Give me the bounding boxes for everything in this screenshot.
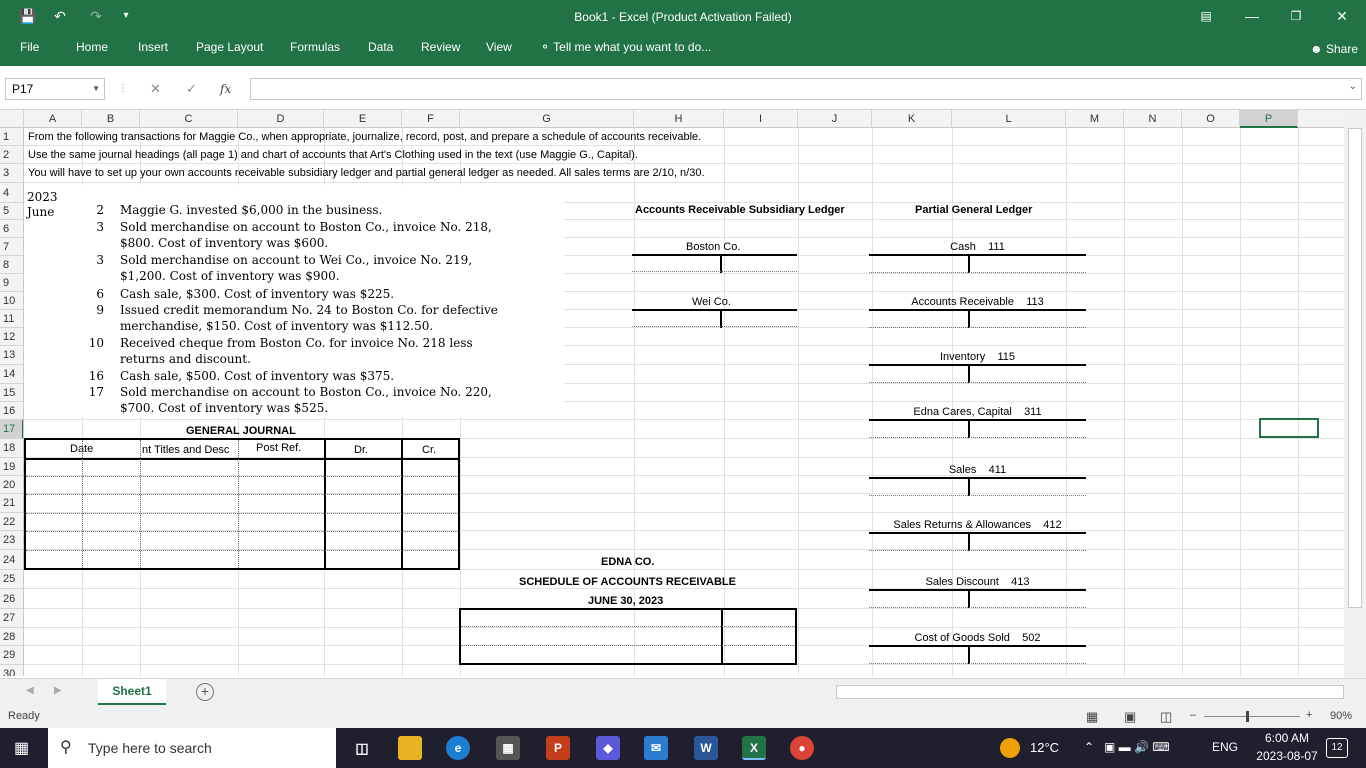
ribbon-display-icon[interactable]: ▤ xyxy=(1200,9,1212,23)
schedule-row-line xyxy=(461,626,795,627)
transaction-day: 6 xyxy=(96,287,104,301)
row-header-24[interactable]: 24 xyxy=(0,550,24,570)
spacer xyxy=(1012,406,1024,418)
gl-account-name: Sales Discount xyxy=(925,576,999,588)
windows-taskbar xyxy=(0,728,1366,768)
transaction-text: merchandise, $150. Cost of inventory was $112.50. xyxy=(120,319,434,333)
row-header-6[interactable]: 6 xyxy=(0,220,24,238)
gridline xyxy=(1298,128,1299,676)
instruction-line-1[interactable]: From the following transactions for Maggie Co., when appropriate, journalize, record, post, and prepare a schedule of accounts receivable. xyxy=(28,131,702,143)
t-account-dotted xyxy=(869,437,1086,438)
t-account-dotted xyxy=(869,382,1086,383)
row-header-18[interactable]: 18 xyxy=(0,439,24,458)
journal-header-line xyxy=(24,458,460,460)
transaction-text: Sold merchandise on account to Boston Co., invoice No. 220, xyxy=(120,385,492,399)
journal-col-line xyxy=(238,440,239,568)
spacer xyxy=(985,351,997,363)
t-account-line xyxy=(869,532,1086,534)
column-header-a[interactable]: A xyxy=(24,110,82,128)
gridline xyxy=(24,182,1344,183)
t-account-dotted xyxy=(869,272,1086,273)
t-account-line xyxy=(869,309,1086,311)
gl-account-name: Cash xyxy=(950,241,976,253)
schedule-divider xyxy=(721,608,723,665)
tab-file[interactable]: File xyxy=(20,40,40,54)
close-icon[interactable]: ✕ xyxy=(1336,8,1348,24)
spacer xyxy=(976,464,988,476)
tab-page-layout[interactable]: Page Layout xyxy=(196,40,264,54)
schedule-table xyxy=(459,608,797,665)
row-header-27[interactable]: 27 xyxy=(0,609,24,628)
column-headers xyxy=(0,110,1366,128)
chevron-down-icon[interactable]: ▼ xyxy=(92,84,100,93)
row-header-14[interactable]: 14 xyxy=(0,365,24,384)
normal-view-icon[interactable]: ▦ xyxy=(1086,709,1099,724)
transaction-day: 10 xyxy=(88,336,104,350)
tab-insert[interactable]: Insert xyxy=(138,40,169,54)
transaction-text: Issued credit memorandum No. 24 to Boston Co. for defective xyxy=(120,303,498,317)
zoom-slider[interactable] xyxy=(1204,716,1300,717)
tab-data[interactable]: Data xyxy=(368,40,394,54)
t-account-dotted xyxy=(869,327,1086,328)
row-header-1[interactable]: 1 xyxy=(0,128,24,146)
instruction-line-2[interactable]: Use the same journal headings (all page 1) and chart of accounts that Art's Clothing used in the text (use Maggie G., Capital). xyxy=(28,149,638,161)
t-account-dotted xyxy=(632,271,797,272)
transactions-year: 2023 xyxy=(27,190,58,204)
transaction-text: Cash sale, $300. Cost of inventory was $225. xyxy=(120,287,395,301)
gl-account-name: Sales Returns & Allowances xyxy=(893,519,1031,531)
tab-formulas[interactable]: Formulas xyxy=(290,40,341,54)
gridline xyxy=(1066,128,1067,676)
sheet-tab-bar xyxy=(0,678,1366,706)
t-account-line xyxy=(869,589,1086,591)
gridline xyxy=(1240,128,1241,676)
row-header-22[interactable]: 22 xyxy=(0,513,24,531)
formula-input[interactable] xyxy=(250,78,1362,100)
column-header-e[interactable]: E xyxy=(324,110,402,128)
task-view-icon[interactable]: ◫ xyxy=(355,740,369,756)
schedule-company: EDNA CO. xyxy=(601,556,655,568)
horizontal-scrollbar[interactable] xyxy=(836,685,1344,699)
journal-row-line xyxy=(26,494,458,495)
add-sheet-icon[interactable]: + xyxy=(196,683,214,701)
gl-account-number: 113 xyxy=(1026,296,1044,308)
notification-icon[interactable]: 12 xyxy=(1326,738,1348,758)
share-label: Share xyxy=(1325,42,1358,56)
column-header-i[interactable]: I xyxy=(724,110,798,128)
spacer xyxy=(976,241,988,253)
name-box[interactable] xyxy=(5,78,105,100)
title-bar xyxy=(0,0,1366,34)
copilot-icon[interactable]: ◆ xyxy=(596,736,620,760)
t-account-dotted xyxy=(869,663,1086,664)
transaction-text: Cash sale, $500. Cost of inventory was $375. xyxy=(120,369,395,383)
journal-col-line xyxy=(82,440,83,568)
row-header-21[interactable]: 21 xyxy=(0,494,24,513)
transaction-text: $700. Cost of inventory was $525. xyxy=(120,401,329,415)
ar-ledger-title: Accounts Receivable Subsidiary Ledger xyxy=(635,204,845,216)
restore-icon[interactable]: ❐ xyxy=(1290,9,1302,23)
transaction-text: Sold merchandise on account to Wei Co., invoice No. 219, xyxy=(120,253,473,267)
gl-account-name: Sales xyxy=(948,464,977,476)
gl-account-number: 111 xyxy=(988,241,1005,253)
row-header-29[interactable]: 29 xyxy=(0,646,24,665)
transaction-day: 17 xyxy=(88,385,104,399)
share-button[interactable] xyxy=(1310,38,1358,60)
t-account-line xyxy=(632,309,797,311)
schedule-date: JUNE 30, 2023 xyxy=(588,595,664,607)
ar-account-wei: Wei Co. xyxy=(692,296,731,308)
tray-icons[interactable]: ▣ ▬ 🔊 ⌨ xyxy=(1104,740,1170,754)
windows-start-icon[interactable]: ▦ xyxy=(14,740,30,757)
t-account-stem xyxy=(968,420,970,438)
spacer xyxy=(999,576,1011,588)
language-indicator[interactable]: ENG xyxy=(1212,740,1239,754)
window-title: Book1 - Excel (Product Activation Failed) xyxy=(574,10,792,24)
t-account-line xyxy=(632,254,797,256)
row-header-17[interactable]: 17 xyxy=(0,420,24,439)
row-header-20[interactable]: 20 xyxy=(0,476,24,494)
gridline xyxy=(872,128,873,676)
powerpoint-icon[interactable]: P xyxy=(546,736,570,760)
schedule-title: SCHEDULE OF ACCOUNTS RECEIVABLE xyxy=(519,576,736,588)
person-icon: ☻ xyxy=(1310,42,1326,56)
t-account-line xyxy=(869,419,1086,421)
column-header-d[interactable]: D xyxy=(238,110,324,128)
lightbulb-icon: ⚬ xyxy=(540,40,554,54)
row-header-13[interactable]: 13 xyxy=(0,346,24,365)
row-header-7[interactable]: 7 xyxy=(0,238,24,256)
t-account-dotted xyxy=(632,326,797,327)
t-account-stem xyxy=(968,533,970,551)
journal-row-line xyxy=(26,550,458,551)
spacer xyxy=(1031,519,1043,531)
row-headers xyxy=(0,128,24,676)
transaction-day: 3 xyxy=(96,220,104,234)
more-icon: ⋮ xyxy=(118,83,128,94)
column-header-b[interactable]: B xyxy=(82,110,140,128)
journal-header-date: Date xyxy=(70,443,94,455)
row-header-12[interactable]: 12 xyxy=(0,328,24,346)
t-account-line xyxy=(869,645,1086,647)
row-header-9[interactable]: 9 xyxy=(0,274,24,292)
zoom-level[interactable]: 90% xyxy=(1330,710,1353,722)
row-header-2[interactable]: 2 xyxy=(0,146,24,164)
journal-row-line xyxy=(26,513,458,514)
zoom-slider-thumb[interactable] xyxy=(1246,711,1249,722)
transaction-text: Received cheque from Boston Co. for invoice No. 218 less xyxy=(120,336,473,350)
row-header-10[interactable]: 10 xyxy=(0,292,24,310)
column-header-f[interactable]: F xyxy=(402,110,460,128)
row-header-11[interactable]: 11 xyxy=(0,310,24,328)
journal-col-line xyxy=(140,440,141,568)
page-layout-view-icon[interactable]: ▣ xyxy=(1124,709,1137,724)
column-header-n[interactable]: N xyxy=(1124,110,1182,128)
journal-header-post-ref: Post Ref. xyxy=(256,442,302,454)
gl-account-name: Edna Cares, Capital xyxy=(913,406,1012,418)
search-icon: ⚲ xyxy=(60,739,72,756)
transaction-text: $800. Cost of inventory was $600. xyxy=(120,236,329,250)
cancel-icon[interactable]: ✕ xyxy=(150,81,161,96)
selected-cell-p17[interactable] xyxy=(1259,418,1319,438)
t-account-line xyxy=(869,254,1086,256)
spacer xyxy=(1014,296,1026,308)
row-header-16[interactable]: 16 xyxy=(0,402,24,420)
column-header-o[interactable]: O xyxy=(1182,110,1240,128)
t-account-stem xyxy=(968,478,970,496)
column-header-c[interactable]: C xyxy=(140,110,238,128)
transaction-text: Sold merchandise on account to Boston Co., invoice No. 218, xyxy=(120,220,492,234)
edge-icon[interactable]: e xyxy=(446,736,470,760)
transactions-month: June xyxy=(27,205,55,219)
t-account-line xyxy=(869,364,1086,366)
instruction-line-3[interactable]: You will have to set up your own accounts receivable subsidiary ledger and partial general ledger as needed. All sales terms are 2/10, n/30. xyxy=(28,167,705,179)
name-box-value: P17 xyxy=(12,82,34,96)
chrome-icon[interactable]: ● xyxy=(790,736,814,760)
gl-account-name: Cost of Goods Sold xyxy=(914,632,1010,644)
row-header-28[interactable]: 28 xyxy=(0,628,24,646)
save-icon[interactable]: 💾 xyxy=(19,8,37,24)
gl-title: Partial General Ledger xyxy=(915,204,1033,216)
row-header-15[interactable]: 15 xyxy=(0,384,24,402)
gl-account-number: 412 xyxy=(1043,519,1062,531)
gl-account-number: 502 xyxy=(1022,632,1041,644)
row-header-23[interactable]: 23 xyxy=(0,531,24,550)
transaction-text: $1,200. Cost of inventory was $900. xyxy=(120,269,340,283)
spacer xyxy=(1010,632,1022,644)
t-account-dotted xyxy=(869,550,1086,551)
undo-icon[interactable]: ↶ xyxy=(54,8,66,24)
row-header-25[interactable]: 25 xyxy=(0,570,24,589)
formula-bar xyxy=(0,66,1366,110)
tell-me-box[interactable] xyxy=(540,34,711,66)
enter-icon[interactable]: ✓ xyxy=(186,81,197,96)
word-icon[interactable]: W xyxy=(694,736,718,760)
clock-date[interactable]: 2023-08-07 xyxy=(1256,749,1318,763)
column-header-k[interactable]: K xyxy=(872,110,952,128)
gridline xyxy=(1124,128,1125,676)
column-header-m[interactable]: M xyxy=(1066,110,1124,128)
status-bar xyxy=(0,706,1366,728)
zoom-in-icon[interactable]: + xyxy=(1306,709,1313,721)
journal-header-titles: nt Titles and Desc xyxy=(142,444,230,456)
redo-icon[interactable]: ↷ xyxy=(90,8,102,24)
row-header-8[interactable]: 8 xyxy=(0,256,24,274)
tell-me-label: Tell me what you want to do... xyxy=(553,40,712,54)
gl-account-name: Accounts Receivable xyxy=(911,296,1014,308)
gl-account-number: 115 xyxy=(997,351,1016,363)
gridline xyxy=(1182,128,1183,676)
taskbar-search[interactable] xyxy=(48,728,336,768)
t-account-stem xyxy=(968,646,970,664)
store-icon[interactable]: ▦ xyxy=(496,736,520,760)
journal-row-line xyxy=(26,531,458,532)
customize-qat-icon[interactable]: ▾ xyxy=(123,10,129,21)
transaction-text: Maggie G. invested $6,000 in the business. xyxy=(120,203,383,217)
ar-account-boston: Boston Co. xyxy=(686,241,741,253)
tab-view[interactable]: View xyxy=(486,40,512,54)
t-account-stem xyxy=(968,255,970,273)
transaction-text: returns and discount. xyxy=(120,352,251,366)
transaction-day: 2 xyxy=(96,203,104,217)
transaction-day: 9 xyxy=(96,303,104,317)
t-account-dotted xyxy=(869,495,1086,496)
transactions-picture xyxy=(24,185,564,417)
vertical-scroll-thumb[interactable] xyxy=(1348,128,1362,608)
gl-account-number: 413 xyxy=(1011,576,1030,588)
row-header-30[interactable]: 30 xyxy=(0,665,24,676)
journal-row-line xyxy=(26,476,458,477)
zoom-out-icon[interactable]: – xyxy=(1190,709,1197,721)
schedule-row-line xyxy=(461,645,795,646)
next-sheet-icon[interactable]: ▶ xyxy=(54,685,62,696)
vertical-scrollbar[interactable] xyxy=(1344,110,1366,678)
t-account-stem xyxy=(968,590,970,608)
sheet-tab-sheet1[interactable]: Sheet1 xyxy=(98,679,166,705)
prev-sheet-icon[interactable]: ◀ xyxy=(26,685,34,696)
ribbon-tabs xyxy=(0,34,1366,66)
column-header-h[interactable]: H xyxy=(634,110,724,128)
t-account-dotted xyxy=(869,607,1086,608)
clock-time[interactable]: 6:00 AM xyxy=(1264,731,1310,745)
journal-header-dr: Dr. xyxy=(354,444,369,456)
t-account-line xyxy=(869,477,1086,479)
column-header-j[interactable]: J xyxy=(798,110,872,128)
expand-formula-icon[interactable]: ⌄ xyxy=(1348,81,1357,92)
weather-icon[interactable] xyxy=(1000,738,1020,758)
journal-header-cr: Cr. xyxy=(422,444,437,456)
worksheet-grid[interactable] xyxy=(24,128,1344,676)
gridline xyxy=(24,419,1344,420)
weather-temp[interactable]: 12°C xyxy=(1030,740,1060,755)
mail-icon[interactable]: ✉ xyxy=(644,736,668,760)
tab-home[interactable]: Home xyxy=(76,40,109,54)
column-header-g[interactable]: G xyxy=(460,110,634,128)
row-header-26[interactable]: 26 xyxy=(0,589,24,609)
gl-account-number: 311 xyxy=(1024,406,1042,418)
search-placeholder: Type here to search xyxy=(88,740,212,756)
row-header-19[interactable]: 19 xyxy=(0,458,24,476)
row-header-5[interactable]: 5 xyxy=(0,203,24,220)
column-header-p[interactable]: P xyxy=(1240,110,1298,128)
excel-icon[interactable]: X xyxy=(742,736,766,760)
page-break-view-icon[interactable]: ◫ xyxy=(1160,709,1173,724)
minimize-icon[interactable]: — xyxy=(1245,8,1259,24)
transaction-day: 16 xyxy=(88,369,104,383)
t-account-stem xyxy=(968,310,970,328)
gl-account-name: Inventory xyxy=(939,351,986,363)
transaction-day: 3 xyxy=(96,253,104,267)
tray-chevron-icon[interactable]: ⌃ xyxy=(1084,740,1095,754)
gl-account-number: 411 xyxy=(988,464,1007,476)
insert-function-button[interactable]: fx xyxy=(220,82,232,96)
tab-review[interactable]: Review xyxy=(421,40,461,54)
row-header-4[interactable]: 4 xyxy=(0,183,24,203)
journal-title: GENERAL JOURNAL xyxy=(186,425,296,437)
row-header-3[interactable]: 3 xyxy=(0,164,24,183)
t-account-stem xyxy=(968,365,970,383)
column-header-l[interactable]: L xyxy=(952,110,1066,128)
select-all-corner[interactable] xyxy=(0,110,24,128)
file-explorer-icon[interactable] xyxy=(398,736,422,760)
status-ready: Ready xyxy=(8,710,40,722)
